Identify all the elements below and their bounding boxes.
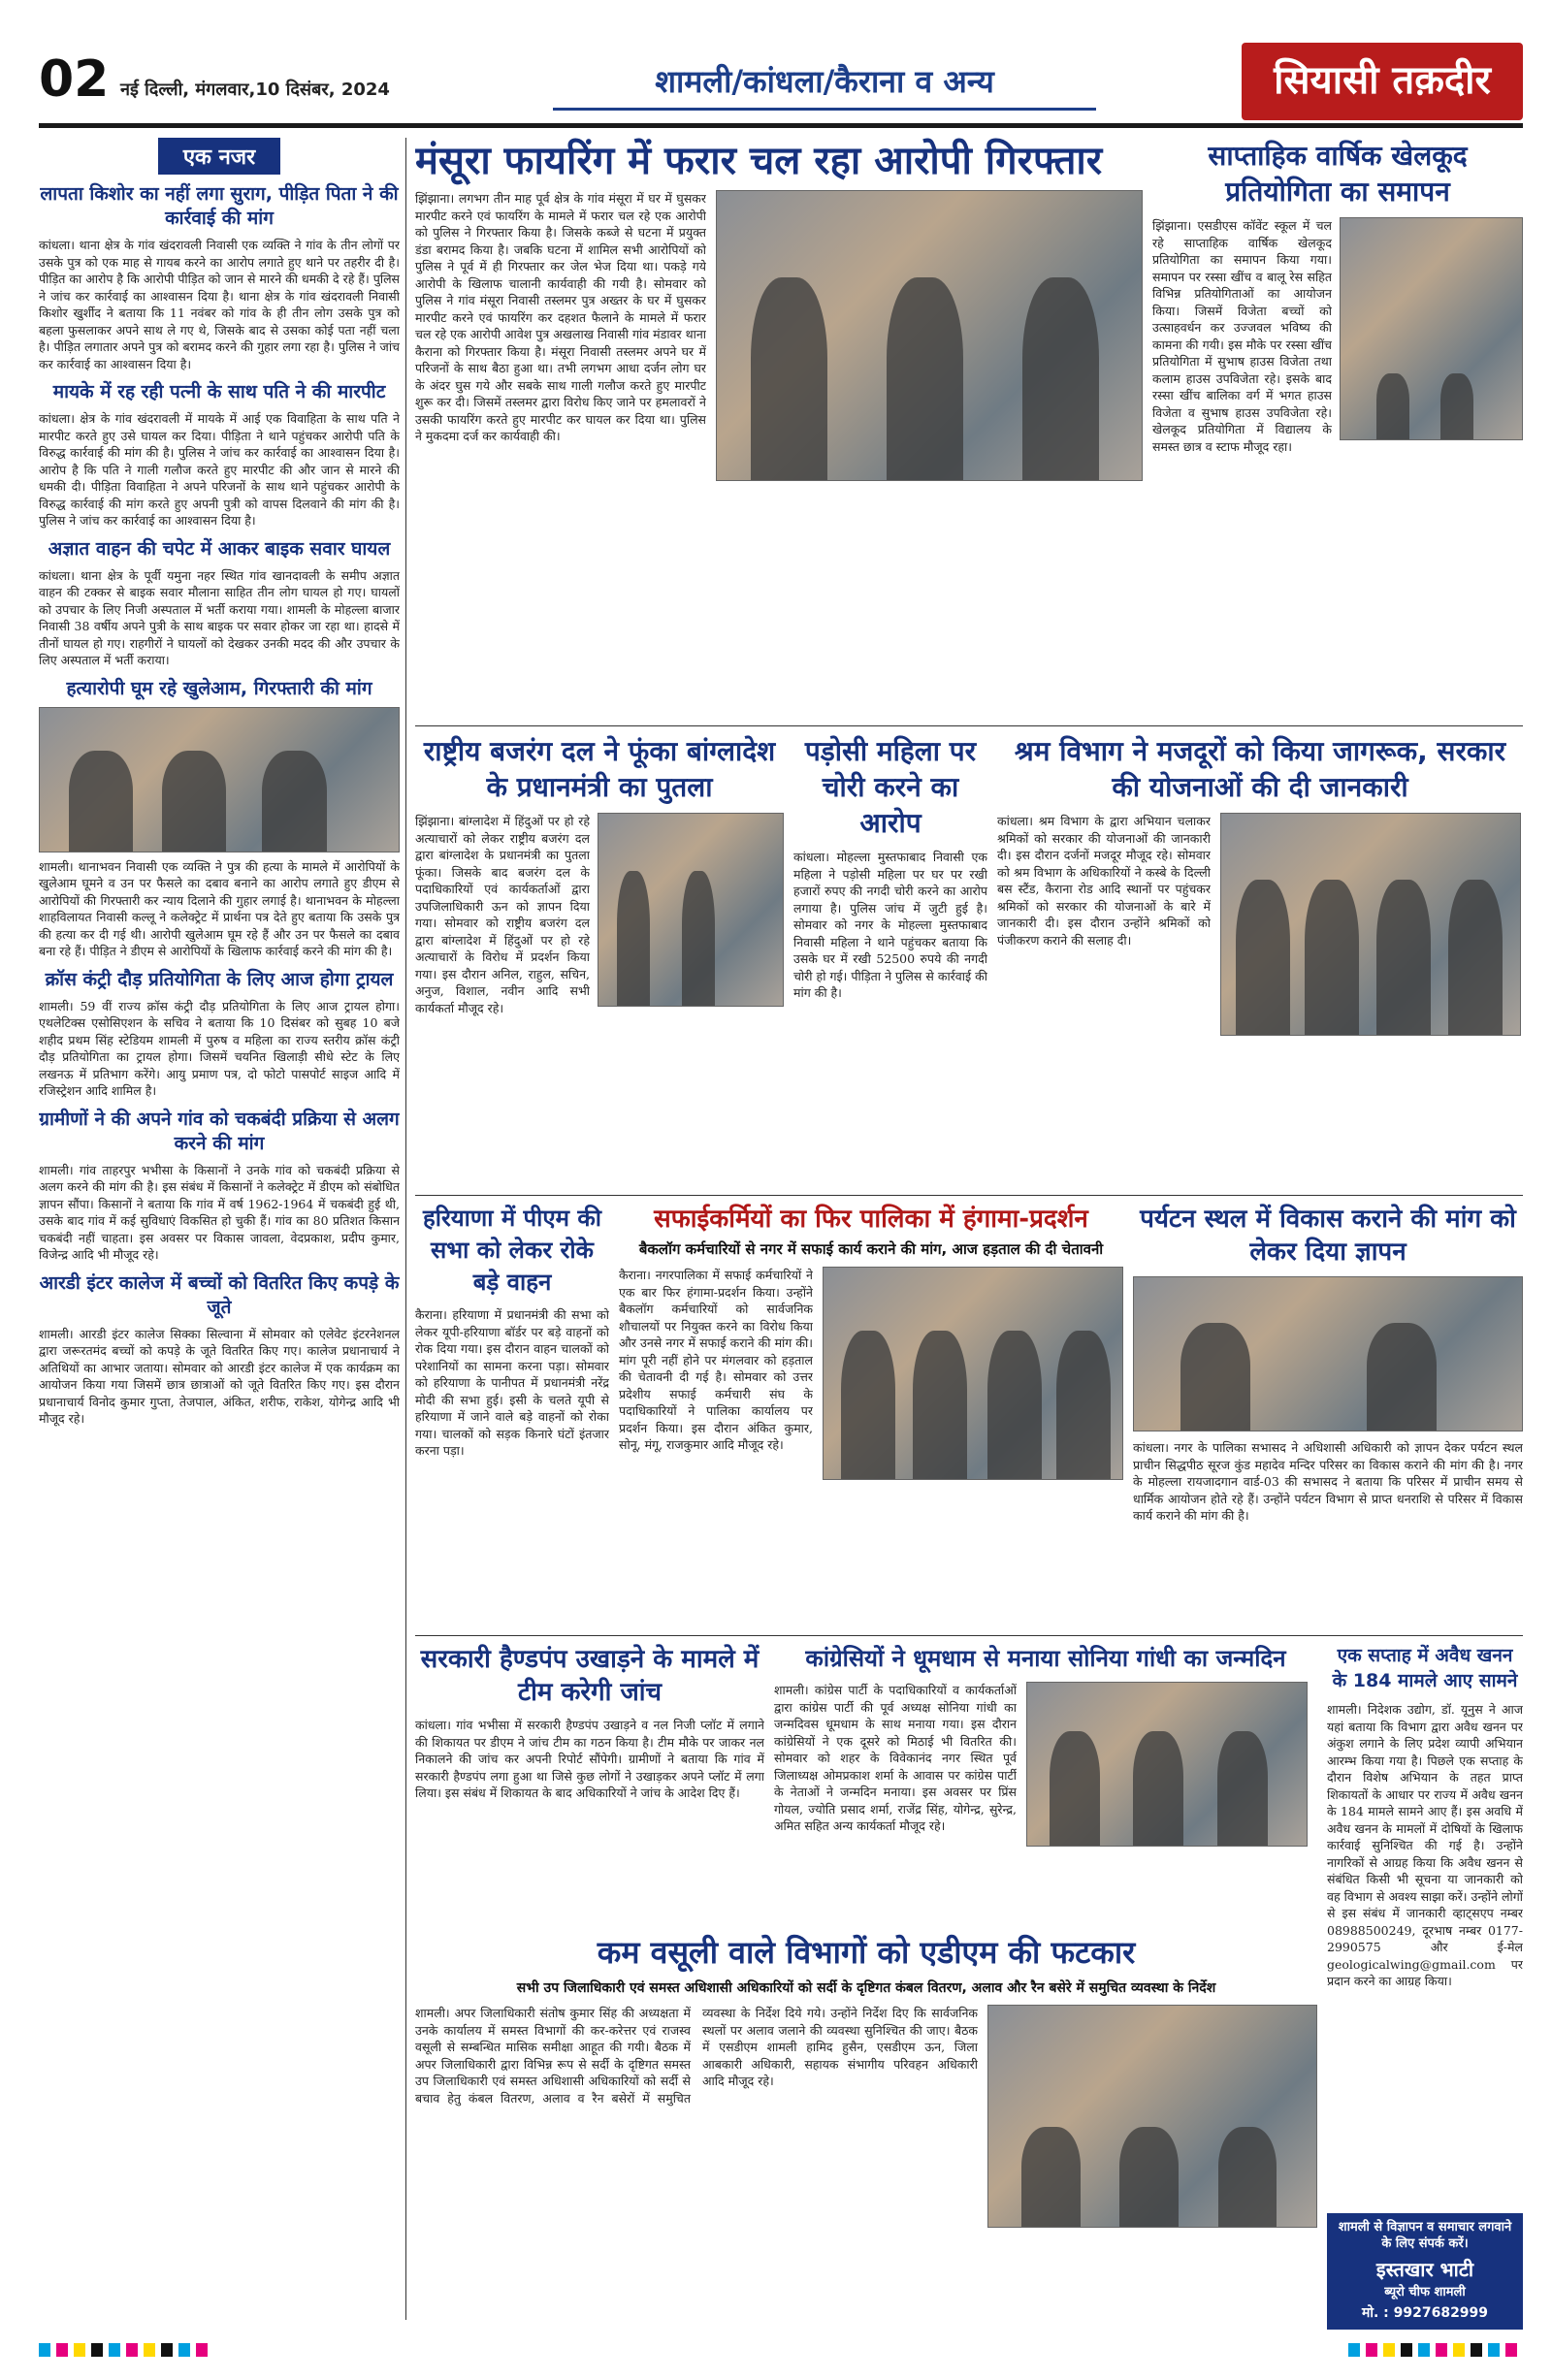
haryana-story — [415, 1203, 609, 1629]
protest-photo — [823, 1267, 1123, 1480]
contact-name: इस्तखार भाटी — [1375, 2258, 1474, 2281]
safai-body: कैराना। नगरपालिका में सफाई कर्मचारियों ने एक बार फिर हंगामा-प्रदर्शन किया। उन्होंने बैकलॉग कर्मचारियों को सार्वजनिक शौचालयों पर नियुक्त करने का विरोध किया और उनसे नगर में सफाई कराने की मांग की। मांग पूरी नहीं होने पर मंगलवार को हड़ताल की चेतावनी दी गई है। सोमवार को उत्तर प्रदेशीय सफाई कर्मचारी संघ के पदाधिकारियों ने पालिका कार्यालय पर प्रदर्शन किया। इस दौरान अंकित कुमार, सोनू, मंगू, राजकुमार आदि मौजूद रहे। — [619, 1268, 813, 1452]
brief-headline: आरडी इंटर कालेज में बच्चों को वितरित किए कपड़े के जूते — [39, 1271, 400, 1318]
color-registration-marks — [39, 2343, 213, 2357]
padosi-story — [793, 733, 987, 1189]
safai-subhead: बैकलॉग कर्मचारियों से नगर में सफाई कार्य कराने की मांग, आज हड़ताल की दी चेतावनी — [638, 1240, 1104, 1258]
brief-7 — [39, 1271, 400, 1428]
contact-phone: मो. : 9927682999 — [1361, 2305, 1489, 2321]
bajrang-body: झिंझाना। बांग्लादेश में हिंदुओं पर हो रहे अत्याचारों को लेकर राष्ट्रीय बजरंग दल द्वारा बांग्लादेश के प्रधानमंत्री का पुतला फूंका। जिसके बाद बजरंग दल के पदाधिकारियों एवं कार्यकर्ताओं द्वारा उपजिलाधिकारी ऊन को ज्ञापन दिया गया। सोमवार को राष्ट्रीय बजरंग दल द्वारा बांग्लादेश में हिंदुओं पर हो रहे अत्याचारों के विरोध में प्रदर्शन किया गया। इस दौरान अनिल, राहुल, सचिन, अनुज, विशाल, नवीन आदि सभी कार्यकर्ता मौजूद रहे। — [415, 814, 590, 1015]
haryana-headline: हरियाणा में पीएम की सभा को लेकर रोके बड़े वाहन — [422, 1205, 602, 1296]
congress-story — [774, 1643, 1317, 1924]
family-photo — [39, 707, 400, 852]
meeting-photo — [987, 2005, 1317, 2228]
brief-headline: ग्रामीणों ने की अपने गांव को चकबंदी प्रक्रिया से अलग करने की मांग — [39, 1108, 400, 1154]
sports-photo — [1340, 217, 1523, 440]
padosi-body: कांधला। मोहल्ला मुस्तफाबाद निवासी एक महिला ने पड़ोसी महिला पर घर पर रखी हजारों रुपए की नगदी चोरी करने का आरोप लगाया है। पुलिस जांच में जुटी हुई है। सोमवार को नगर के मोहल्ला मुस्तफाबाद निवासी महिला ने थाने पहुंचकर बताया कि उसके घर में रखी 52500 रुपये की नगदी चोरी हो गई। पीड़िता ने पुलिस से कार्रवाई की मांग की है। — [793, 850, 987, 1000]
masthead — [39, 39, 1523, 128]
page-number: 02 — [39, 50, 110, 109]
congress-body: शामली। कांग्रेस पार्टी के पदाधिकारियों व कार्यकर्ताओं द्वारा कांग्रेस पार्टी की पूर्व अध्यक्ष सोनिया गांधी का जन्मदिवस धूमधाम के साथ मनाया गया। इस दौरान कांग्रेसियों ने एक दूसरे को मिठाई भी वितरित की। सोमवार को शहर के विवेकानंद नगर स्थित पूर्व जिलाध्यक्ष ओमप्रकाश शर्मा के आवास पर कांग्रेस पार्टी के नेताओं ने जन्मदिन मनाया। इस अवसर पर प्रिंस गोयल, ज्योति प्रसाद शर्मा, राजेंद्र सिंह, योगेन्द्र, सुरेन्द्र, अमित सहित अन्य कार्यकर्ता मौजूद रहे। — [774, 1683, 1017, 1833]
brief-headline: हत्यारोपी घूम रहे खुलेआम, गिरफ्तारी की मांग — [66, 677, 372, 699]
handpump-headline: सरकारी हैण्डपंप उखाड़ने के मामले में टीम करेगी जांच — [420, 1645, 760, 1707]
sports-story — [1152, 138, 1523, 720]
adm-subhead: सभी उप जिलाधिकारी एवं समस्त अधिशासी अधिकारियों को सर्दी के दृष्टिगत कंबल वितरण, अलाव और रैन बसेरे में समुचित व्यवस्था के निर्देश — [516, 1980, 1216, 1996]
sports-body: झिंझाना। एसडीएस कॉवेंट स्कूल में चल रहे साप्ताहिक वार्षिक खेलकूद प्रतियोगिता का समापन किया गया। समापन पर रस्सा खींच व बालू रेस सहित विभिन्न प्रतियोगिताओं का आयोजन किया। जिसमें विजेता बच्चों को उत्साहवर्धन कर उज्जवल भविष्य की कामना की गयी। इस मौके पर रस्सा खींच प्रतियोगिता में सुभाष हाउस विजेता तथा कलाम हाउस उपविजेता रहे। इसके बाद रस्सा खींच बालिका वर्ग में भगत हाउस विजेता व सुभाष हाउस उपविजेता रहे। खेलकूद प्रतियोगिता में विद्यालय के समस्त छात्र व स्टाफ मौजूद रहा। — [1152, 218, 1332, 454]
effigy-photo — [598, 813, 784, 1007]
left-column — [39, 138, 400, 2320]
adm-story — [415, 1932, 1317, 2325]
adm-headline: कम वसूली वाले विभागों को एडीएम की फटकार — [597, 1934, 1136, 1971]
safai-story — [619, 1203, 1123, 1629]
shram-body: कांधला। श्रम विभाग के द्वारा अभियान चलाकर श्रमिकों को सरकार की योजनाओं की जानकारी दी। इस दौरान दर्जनों मजदूर मौजूद रहे। सोमवार को श्रम विभाग के अधिकारियों ने कस्बे के दिल्ली बस स्टैंड, कैराना रोड आदि स्थानों पर पहुंचकर श्रमिकों को सरकार की योजनाओं के बारे में जानकारी दी। इस दौरान उन्होंने श्रमिकों को पंजीकरण कराने की सलाह दी। — [997, 814, 1211, 948]
labour-photo — [1220, 813, 1521, 1036]
print-marks — [39, 2339, 1523, 2363]
brief-body: कांधला। थाना क्षेत्र के गांव खंदरावली निवासी एक व्यक्ति ने गांव के तीन लोगों पर उसके पुत्र को एक माह से गायब करने का आरोप लगाते हुए थाने पर तहरीर दी है। पीड़ित का आरोप है कि आरोपी पीड़ित को जान से मारने की धमकी दे रहे हैं। पुलिस ने जांच कर कार्रवाई का आश्वासन दिया है। थाना क्षेत्र के गांव खंदरावली निवासी किशोर खुर्शीद ने बताया कि 11 नवंबर को गांव के ही तीन लोग उसके पुत्र को बहला फुसलाकर अपने साथ ले गए थे, जिसके बाद से उसका कोई पता नहीं चला है। पीड़ित लगातार अपने पुत्र को बरामद करने की गुहार लगा रहा है। पुलिस ने जांच कर कार्रवाई का आश्वासन दिया है। — [39, 238, 400, 371]
brief-body: शामली। 59 वीं राज्य क्रॉस कंट्री दौड़ प्रतियोगिता के लिए आज ट्रायल होगा। एथलेटिक्स एसोसिएशन के सचिव ने बताया कि 10 दिसंबर को सुबह 10 बजे शहीद प्रथम सिंह स्टेडियम शामली में पुरुष व महिला का राज्य स्तरीय क्रॉस कंट्री दौड़ प्रतियोगिता का ट्रायल होगा। जिसमें चयनित खिलाड़ी सीधे स्टेट के लिए लखनऊ में प्रतिभाग करेंगे। आयु प्रमाण पत्र, दो फोटो पासपोर्ट साइज आदि में रजिस्ट्रेशन आदि शामिल है। — [39, 998, 400, 1098]
memorandum-photo — [1133, 1276, 1523, 1431]
lead-story — [415, 138, 1143, 720]
padosi-headline: पड़ोसी महिला पर चोरी करने का आरोप — [804, 735, 977, 839]
congress-headline: कांग्रेसियों ने धूमधाम से मनाया सोनिया गांधी का जन्मदिन — [805, 1645, 1286, 1672]
brief-body: शामली। थानाभवन निवासी एक व्यक्ति ने पुत्र की हत्या के मामले में आरोपियों के खुलेआम घूमने व उन पर फैसले का दबाव बनाने का आरोप लगाते हुए डीएम से आरोपियों की गिरफ्तारी कर न्याय दिलाने की गुहार लगाई है। थानाभवन के मोहल्ला शाहविलायत निवासी कल्लू ने कलेक्ट्रेट में प्रार्थना पत्र देते हुए बताया कि उसके पुत्र की हत्या कर दी गई थी। आरोपी खुलेआम घूम रहे हैं और उन पर फैसले का दबाव बना रहे हैं। पीड़ित ने डीएम से आरोपियों के खिलाफ कार्रवाई करने की मांग की है। — [39, 858, 400, 958]
khanan-story — [1327, 1643, 1523, 2205]
adm-body: शामली। अपर जिलाधिकारी संतोष कुमार सिंह की अध्यक्षता में उनके कार्यालय में समस्त विभागों की कर-करेत्तर एवं राजस्व वसूली से सम्बन्धित मासिक समीक्षा आहूत की गयी। बैठक में अपर जिलाधिकारी द्वारा विभिन्न रूप से सर्दी के दृष्टिगत समस्त उप जिलाधिकारी एवं समस्त अधिशासी अधिकारियों को सर्दी से बचाव हेतु कंबल वितरण, अलाव व रैन बसेरों में समुचित व्यवस्था के निर्देश दिये गये। उन्होंने निर्देश दिए कि सार्वजनिक स्थलों पर अलाव जलाने की व्यवस्था सुनिश्चित की जाए। बैठक में एसडीएम शामली हामिद हुसैन, एसडीएम ऊन, जिला आबकारी अधिकारी, सहायक संभागीय परिवहन अधिकारी आदि मौजूद रहे। — [415, 2006, 978, 2106]
shram-story — [997, 733, 1523, 1189]
brief-body: कांधला। क्षेत्र के गांव खंदरावली में मायके में आई एक विवाहिता के साथ पति ने मारपीट करते हुए उसे घायल कर दिया। पीड़िता ने थाने पहुंचकर आरोपी पति के विरुद्ध कार्रवाई की मांग की है। पुलिस ने जांच कर कार्रवाई का आश्वासन दिया है। आरोप है कि पति ने गाली गलौज करते हुए मारपीट की और जान से मारने की धमकी दी। पीड़िता विवाहिता ने अपने परिजनों के साथ थाने पहुंचकर आरोपी के विरुद्ध कार्रवाई की मांग करते हुए अपनी पुत्री को वापस दिलवाने की मांग की है। पुलिस ने जांच कर कार्रवाई का आश्वासन दिया है। — [39, 411, 400, 528]
brief-1 — [39, 182, 400, 372]
brief-headline: अज्ञात वाहन की चपेट में आकर बाइक सवार घायल — [48, 537, 391, 560]
brief-body: शामली। आरडी इंटर कालेज सिक्का सिल्वाना में सोमवार को एलेवेट इंटरनेशनल द्वारा जरूरतमंद बच्चों को कपड़े के जूते वितरित किए गए। कालेज प्रधानाचार्य ने अतिथियों का आभार जताया। सोमवार को आरडी इंटर कालेज में एक कार्यक्रम का आयोजन किया गया जिसमें छात्र छात्राओं को जूते वितरित किए गए। इस दौरान प्रधानाचार्य विनोद कुमार गुप्ता, तेजपाल, अंकित, शरीफ, राकेश, योगेन्द्र आदि भी मौजूद रहे। — [39, 1326, 400, 1426]
shram-headline: श्रम विभाग ने मजदूरों को किया जागरूक, सरकार की योजनाओं की दी जानकारी — [1014, 735, 1506, 803]
paryatan-story — [1133, 1203, 1523, 1629]
contact-role: ब्यूरो चीफ शामली — [1384, 2285, 1466, 2300]
bajrang-headline: राष्ट्रीय बजरंग दल ने फूंका बांग्लादेश के प्रधानमंत्री का पुतला — [423, 735, 776, 803]
celebration-photo — [1026, 1682, 1308, 1847]
khanan-body: शामली। निदेशक उद्योग, डॉ. यूनुस ने आज यहां बताया कि विभाग द्वारा अवैध खनन पर अंकुश लगाने के लिए प्रदेश व्यापी अभियान आरम्भ किया गया है। पिछले एक सप्ताह के दौरान विशेष अभियान के तहत प्राप्त शिकायतों के आधार पर राज्य में अवैध खनन के 184 मामले सामने आए हैं। इस अवधि में अवैध खनन के मामलों में दोषियों के खिलाफ कार्रवाई सुनिश्चित की गई है। उन्होंने नागरिकों से आग्रह किया कि अवैध खनन से संबंधित किसी भी सूचना या जानकारी को वह विभाग से अवश्य साझा करें। उन्होंने लोगों से इस संबंध में जानकारी व्हाट्सएप नम्बर 08988500249, दूरभाष नम्बर 0177-2990575 और ई-मेल geologicalwing@gmail.com पर प्रदान करने का आग्रह किया। — [1327, 1702, 1523, 1988]
sports-headline: साप्ताहिक वार्षिक खेलकूद प्रतियोगिता का समापन — [1208, 140, 1468, 208]
paryatan-headline: पर्यटन स्थल में विकास कराने की मांग को लेकर दिया ज्ञापन — [1140, 1205, 1516, 1267]
lead-body: झिंझाना। लगभग तीन माह पूर्व क्षेत्र के गांव मंसूरा में घर में घुसकर मारपीट करने एवं फायरिंग के मामले में फरार चल रहे एक आरोपी को पुलिस ने गिरफ्तार किया है। जिसके कब्जे से घटना में प्रयुक्त डंडा बरामद किया है। जबकि घटना में शामिल सभी आरोपियों को पुलिस ने पूर्व में ही गिरफ्तार कर जेल भेज दिया था। पकड़े गये आरोपी के खिलाफ चालानी कार्यवाही की गयी है। सोमवार को पुलिस ने गांव मंसूरा निवासी तस्लमर पुत्र अख्तर के घर में घुसकर मारपीट करने एवं फायरिंग कर दहशत फैलाने के मामले में फरार चल रहे एक आरोपी आवेश पुत्र अखलाख निवासी गांव मंडावर थाना कैराना को गिरफ्तार किया है। मंसूरा निवासी तस्लमर अपने घर में परिजनों के साथ बैठा हुआ था। तभी लगभग आधा दर्जन लोग घर के अंदर घुस गये और सबके साथ गाली गलौज करते हुए मारपीट शुरू कर दी। जिसमें तस्लमर द्वारा विरोध किए जाने पर हमलावरों ने उसकी फायरिंग करते हुए मारपीट कर घायल कर दिया था। पुलिस ने मुकदमा दर्ज कर कार्यवाही की। — [415, 191, 706, 443]
section-title: शामली/कांधला/कैराना व अन्य — [553, 60, 1096, 111]
color-registration-marks — [1348, 2343, 1523, 2357]
brief-body: शामली। गांव ताहरपुर भभीसा के किसानों ने उनके गांव को चकबंदी प्रक्रिया से अलग करने की मांग की है। इस संबंध में किसानों ने कलेक्ट्रेट में डीएम को संबोधित ज्ञापन सौंपा। किसानों ने बताया कि गांव में वर्ष 1962-1964 में चकबंदी हुई थी, उसके बाद गांव में कई सुविधाएं विकसित हो चुकी हैं। गांव का 80 प्रतिशत किसान चकबंदी नहीं चाहता। इस अवसर पर विकास जावला, वेदप्रकाश, प्रदीप कुमार, विजेन्द्र आदि भी मौजूद रहे। — [39, 1162, 400, 1262]
paryatan-body: कांधला। नगर के पालिका सभासद ने अधिशासी अधिकारी को ज्ञापन देकर पर्यटन स्थल प्राचीन सिद्धपीठ सूरज कुंड महादेव मन्दिर परिसर का विकास कराने की मांग की है। नगर के मोहल्ला रायजादगान वार्ड-03 की सभासद ने बताया कि परिसर में प्राचीन समय से धार्मिक आयोजन होते रहे हैं। उन्होंने पर्यटन विभाग से प्राप्त धनराशि से परिसर में विकास कार्य कराने की मांग की है। — [1133, 1440, 1523, 1523]
lead-headline: मंसूरा फायरिंग में फरार चल रहा आरोपी गिरफ्तार — [415, 139, 1103, 183]
ek-nazar-tab: एक नजर — [158, 138, 280, 175]
brief-headline: लापता किशोर का नहीं लगा सुराग, पीड़ित पिता ने की कार्रवाई की मांग — [40, 183, 399, 229]
contact-line: शामली से विज्ञापन व समाचार लगवाने के लिए संपर्क करें। — [1338, 2220, 1512, 2251]
bajrang-story — [415, 733, 784, 1189]
arrest-photo — [716, 190, 1143, 481]
handpump-body: कांधला। गांव भभीसा में सरकारी हैण्डपंप उखाड़ने व नल निजी प्लॉट में लगाने की शिकायत पर डीएम ने जांच टीम का गठन किया है। टीम मौके पर जाकर नल निकालने की जांच कर अपनी रिपोर्ट सौंपेगी। ग्रामीणों ने बताया कि गांव में सरकारी हैण्डपंप लगा हुआ था जिसे कुछ लोगों ने उखाड़कर अपने प्लॉट में लगा लिया। इस संबंध में शिकायत के बाद अधिकारियों ने जांच के आदेश दिए हैं। — [415, 1718, 764, 1800]
safai-headline: सफाईकर्मियों का फिर पालिका में हंगामा-प्रदर्शन — [654, 1205, 1088, 1234]
brief-headline: मायके में रह रही पत्नी के साथ पति ने की मारपीट — [52, 381, 386, 402]
khanan-headline: एक सप्ताह में अवैध खनन के 184 मामले आए सामने — [1332, 1645, 1518, 1691]
brief-headline: क्रॉस कंट्री दौड़ प्रतियोगिता के लिए आज होगा ट्रायल — [45, 968, 394, 990]
brief-5 — [39, 968, 400, 1100]
brief-6 — [39, 1108, 400, 1264]
newspaper-brand: सियासी तक़दीर — [1242, 43, 1523, 120]
brief-4 — [39, 677, 400, 960]
issue-date: नई दिल्ली, मंगलवार,10 दिसंबर, 2024 — [120, 80, 390, 100]
brief-body: कांधला। थाना क्षेत्र के पूर्वी यमुना नहर स्थित गांव खानदावली के समीप अज्ञात वाहन की टक्कर से बाइक सवार मौलाना साहित तीन लोग घायल हो गए। घायलों को उपचार के लिए निजी अस्पताल में भर्ती कराया गया। शामली के मोहल्ला बाजार निवासी 38 वर्षीय अपने पुत्री के साथ बाइक पर सवार होकर जा रहा था। हादसे में तीनों घायल हो गए। राहगीरों ने घायलों को देखकर उनकी मदद की और उपचार के लिए अस्पताल में भर्ती कराया। — [39, 567, 400, 667]
handpump-story — [415, 1643, 764, 1924]
contact-box — [1327, 2213, 1523, 2330]
brief-2 — [39, 380, 400, 530]
haryana-body: कैराना। हरियाणा में प्रधानमंत्री की सभा को लेकर यूपी-हरियाणा बॉर्डर पर बड़े वाहनों को रोक दिया गया। इस दौरान वाहन चालकों को परेशानियों का सामना करना पड़ा। सोमवार को हरियाणा के पानीपत में प्रधानमंत्री नरेंद्र मोदी की सभा हुई। इसी के चलते यूपी से हरियाणा में जाने वाले बड़े वाहनों को रोका गया। चालकों को सड़क किनारे घंटों इंतजार करना पड़ा। — [415, 1307, 609, 1458]
brief-3 — [39, 537, 400, 669]
